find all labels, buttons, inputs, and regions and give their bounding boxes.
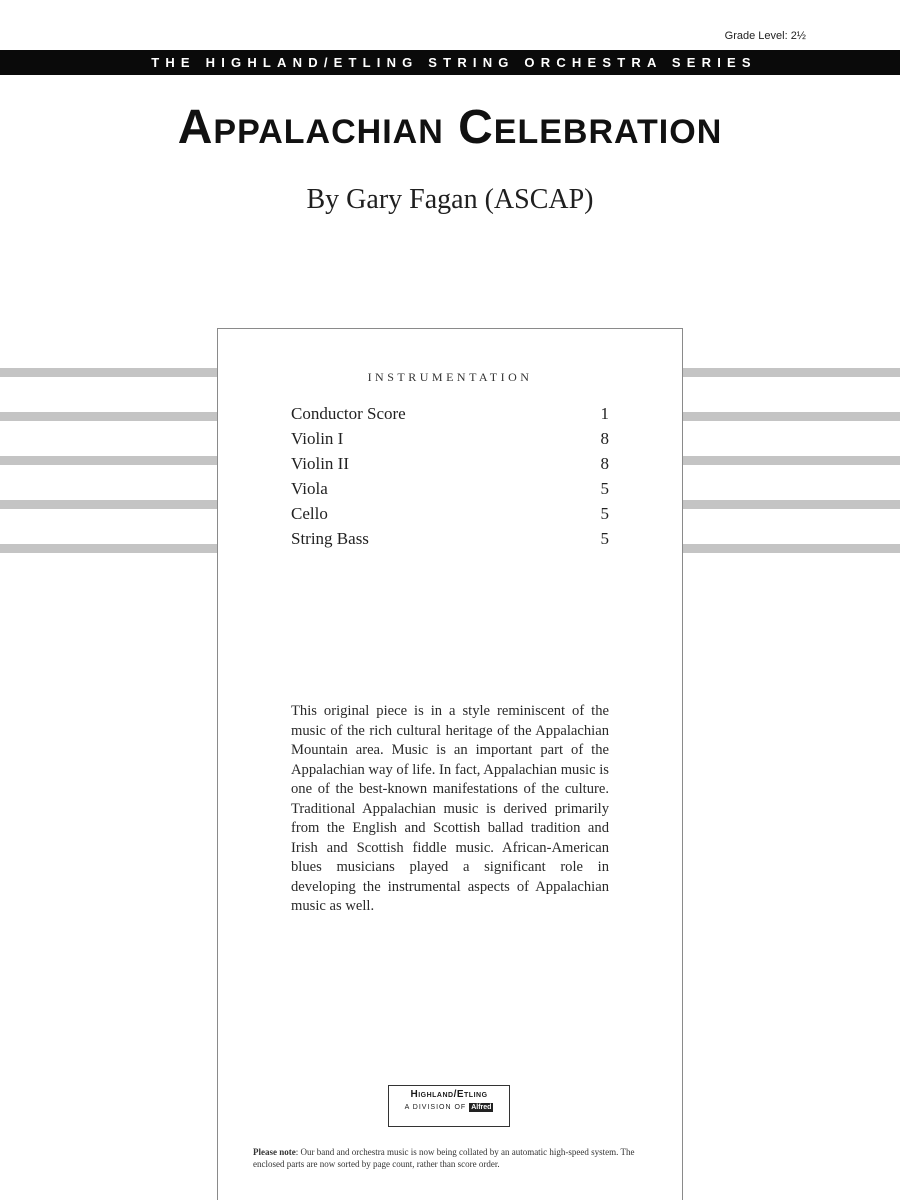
instrument-name: String Bass bbox=[291, 529, 369, 548]
staff-line-right bbox=[683, 456, 900, 465]
list-item bbox=[291, 501, 609, 526]
instrument-count: 5 bbox=[600, 504, 609, 523]
staff-line-left bbox=[0, 544, 217, 553]
instrument-name: Violin II bbox=[291, 454, 349, 473]
piece-description: This original piece is in a style reminiscent of the music of the rich cultural heritage of the Appalachian Mountain area. Music is an important part of the Appalachian way of life. In fact, Appalachian music is one of the best-known manifestations of the culture. Traditional Appalachian music is derived primarily from the English and Scottish ballad tradition and Irish and Scottish fiddle music. African-American blues musicians played a significant role in developing the instrumental aspects of Appalachian music as well. bbox=[291, 703, 609, 914]
publisher-division bbox=[389, 1103, 509, 1112]
staff-line-right bbox=[683, 368, 900, 377]
instrument-count: 8 bbox=[600, 429, 609, 448]
list-item bbox=[291, 401, 609, 426]
publisher-logo bbox=[388, 1085, 510, 1127]
collation-note bbox=[253, 1146, 649, 1170]
note-label: Please note bbox=[253, 1147, 296, 1157]
list-item bbox=[291, 476, 609, 501]
instrument-count: 5 bbox=[600, 479, 609, 498]
series-title: THE HIGHLAND/ETLING STRING ORCHESTRA SERIES bbox=[151, 55, 757, 70]
instrument-count: 8 bbox=[600, 454, 609, 473]
list-item bbox=[291, 451, 609, 476]
staff-line-right bbox=[683, 412, 900, 421]
series-banner bbox=[0, 50, 900, 75]
composer-byline: By Gary Fagan (ASCAP) bbox=[306, 184, 594, 215]
publisher-name: Highland/Etling bbox=[410, 1089, 488, 1100]
instrument-name: Cello bbox=[291, 504, 328, 523]
staff-line-left bbox=[0, 368, 217, 377]
note-text: : Our band and orchestra music is now being collated by an automatic high-speed system. The enclosed parts are now sorted by page count, rather than score order. bbox=[253, 1147, 635, 1169]
grade-level: Grade Level: 2½ bbox=[724, 30, 806, 42]
list-item bbox=[291, 426, 609, 451]
list-item bbox=[291, 526, 609, 551]
staff-line-right bbox=[683, 500, 900, 509]
instrument-count: 5 bbox=[600, 529, 609, 548]
page-title: Appalachian Celebration bbox=[177, 101, 723, 154]
staff-line-left bbox=[0, 456, 217, 465]
instrumentation-list bbox=[291, 401, 609, 551]
alfred-logo-icon: Alfred bbox=[471, 1104, 492, 1111]
staff-line-left bbox=[0, 500, 217, 509]
division-text: A DIVISION OF bbox=[404, 1104, 467, 1111]
instrument-count: 1 bbox=[600, 404, 609, 423]
staff-line-right bbox=[683, 544, 900, 553]
instrument-name: Viola bbox=[291, 479, 328, 498]
instrumentation-heading: INSTRUMENTATION bbox=[367, 370, 533, 384]
instrument-name: Violin I bbox=[291, 429, 344, 448]
staff-line-left bbox=[0, 412, 217, 421]
instrument-name: Conductor Score bbox=[291, 404, 406, 423]
